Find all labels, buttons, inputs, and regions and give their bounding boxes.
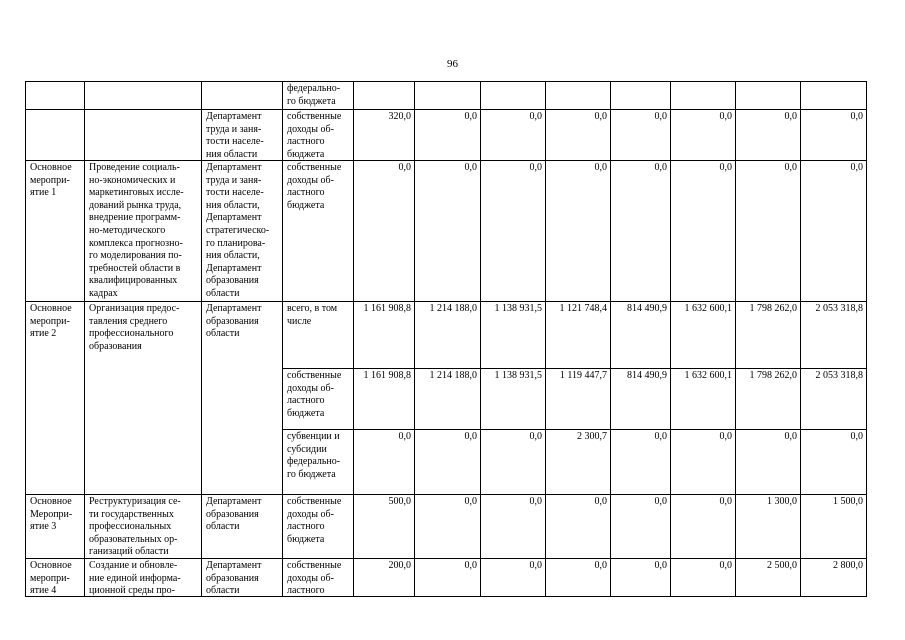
value-cell: 1 798 262,0: [736, 369, 801, 430]
value-cell: 0,0: [546, 559, 611, 597]
value-cell: 1 161 908,8: [354, 369, 415, 430]
value-cell: 0,0: [801, 430, 867, 495]
value-cell: [546, 82, 611, 110]
value-cell: 0,0: [736, 110, 801, 161]
value-cell: 0,0: [671, 559, 736, 597]
value-cell: 1 138 931,5: [481, 369, 546, 430]
funding-source-cell: собственные доходы об- ластного бюджета: [283, 369, 354, 430]
name-cell: Реструктуризация се- ти государственных профессиональных образовательных ор- ганизаций области: [85, 495, 202, 559]
value-cell: 0,0: [546, 161, 611, 302]
value-cell: 814 490,9: [611, 302, 671, 369]
executor-cell: Департамент образования области: [202, 302, 283, 495]
value-cell: [736, 82, 801, 110]
value-cell: 0,0: [481, 161, 546, 302]
value-cell: 2 053 318,8: [801, 302, 867, 369]
funding-source-cell: собственные доходы об- ластного бюджета: [283, 495, 354, 559]
value-cell: 320,0: [354, 110, 415, 161]
value-cell: 0,0: [481, 559, 546, 597]
value-cell: 0,0: [671, 495, 736, 559]
value-cell: 0,0: [611, 430, 671, 495]
funding-source-cell: всего, в том числе: [283, 302, 354, 369]
name-cell: Проведение социаль- но-экономических и маркетинговых иссле- дований рынка труда, внедрение программ- но-методического комплекса прогнозно- го моделирования по- требностей области в квалифицированных кадрах: [85, 161, 202, 302]
value-cell: 0,0: [611, 110, 671, 161]
value-cell: [481, 82, 546, 110]
value-cell: 0,0: [801, 110, 867, 161]
funding-source-cell: федерально- го бюджета: [283, 82, 354, 110]
value-cell: 0,0: [736, 161, 801, 302]
value-cell: 0,0: [415, 110, 481, 161]
value-cell: 500,0: [354, 495, 415, 559]
value-cell: 2 300,7: [546, 430, 611, 495]
executor-cell: Департамент труда и заня- тости населе- ния области, Департамент стратегическо- го планирова- ния области, Департамент образования области: [202, 161, 283, 302]
value-cell: 0,0: [415, 559, 481, 597]
table-row: [26, 161, 867, 302]
value-cell: 0,0: [481, 495, 546, 559]
value-cell: 0,0: [611, 559, 671, 597]
value-cell: 1 214 188,0: [415, 302, 481, 369]
value-cell: 1 214 188,0: [415, 369, 481, 430]
value-cell: 0,0: [611, 495, 671, 559]
page-number: 96: [447, 58, 458, 70]
value-cell: 1 121 748,4: [546, 302, 611, 369]
table-row: [26, 495, 867, 559]
value-cell: 1 300,0: [736, 495, 801, 559]
value-cell: 0,0: [546, 110, 611, 161]
value-cell: 1 161 908,8: [354, 302, 415, 369]
value-cell: [354, 82, 415, 110]
funding-source-cell: субвенции и субсидии федерально- го бюджета: [283, 430, 354, 495]
funding-source-cell: собственные доходы об- ластного: [283, 559, 354, 597]
table-row: [26, 302, 867, 369]
code-cell: [26, 110, 85, 161]
value-cell: 1 500,0: [801, 495, 867, 559]
code-cell: [26, 82, 85, 110]
value-cell: 1 632 600,1: [671, 302, 736, 369]
value-cell: 1 138 931,5: [481, 302, 546, 369]
value-cell: 1 798 262,0: [736, 302, 801, 369]
value-cell: 0,0: [415, 495, 481, 559]
table-row: [26, 559, 867, 597]
code-cell: Основное меропри- ятие 1: [26, 161, 85, 302]
value-cell: 0,0: [671, 110, 736, 161]
value-cell: 0,0: [671, 430, 736, 495]
name-cell: [85, 110, 202, 161]
table-row: [26, 110, 867, 161]
value-cell: 0,0: [736, 430, 801, 495]
table-row: [26, 82, 867, 110]
value-cell: [671, 82, 736, 110]
value-cell: 0,0: [801, 161, 867, 302]
code-cell: Основное Меропри- ятие 3: [26, 495, 85, 559]
value-cell: [611, 82, 671, 110]
value-cell: 0,0: [354, 161, 415, 302]
value-cell: 0,0: [481, 110, 546, 161]
executor-cell: Департамент образования области: [202, 495, 283, 559]
code-cell: Основное меропри- ятие 4: [26, 559, 85, 597]
funding-source-cell: собственные доходы об- ластного бюджета: [283, 161, 354, 302]
value-cell: 0,0: [481, 430, 546, 495]
value-cell: 0,0: [354, 430, 415, 495]
name-cell: Создание и обновле- ние единой информа- ционной среды про-: [85, 559, 202, 597]
value-cell: 0,0: [415, 161, 481, 302]
executor-cell: [202, 82, 283, 110]
program-budget-table: [25, 81, 867, 597]
value-cell: 814 490,9: [611, 369, 671, 430]
value-cell: 0,0: [546, 495, 611, 559]
executor-cell: Департамент труда и заня- тости населе- ния области: [202, 110, 283, 161]
value-cell: 0,0: [671, 161, 736, 302]
value-cell: 1 632 600,1: [671, 369, 736, 430]
name-cell: [85, 82, 202, 110]
funding-source-cell: собственные доходы об- ластного бюджета: [283, 110, 354, 161]
value-cell: 2 053 318,8: [801, 369, 867, 430]
value-cell: 2 500,0: [736, 559, 801, 597]
value-cell: 1 119 447,7: [546, 369, 611, 430]
code-cell: Основное меропри- ятие 2: [26, 302, 85, 495]
value-cell: 200,0: [354, 559, 415, 597]
name-cell: Организация предос- тавления среднего профессионального образования: [85, 302, 202, 495]
value-cell: [415, 82, 481, 110]
executor-cell: Департамент образования области: [202, 559, 283, 597]
value-cell: [801, 82, 867, 110]
value-cell: 0,0: [415, 430, 481, 495]
value-cell: 0,0: [611, 161, 671, 302]
value-cell: 2 800,0: [801, 559, 867, 597]
